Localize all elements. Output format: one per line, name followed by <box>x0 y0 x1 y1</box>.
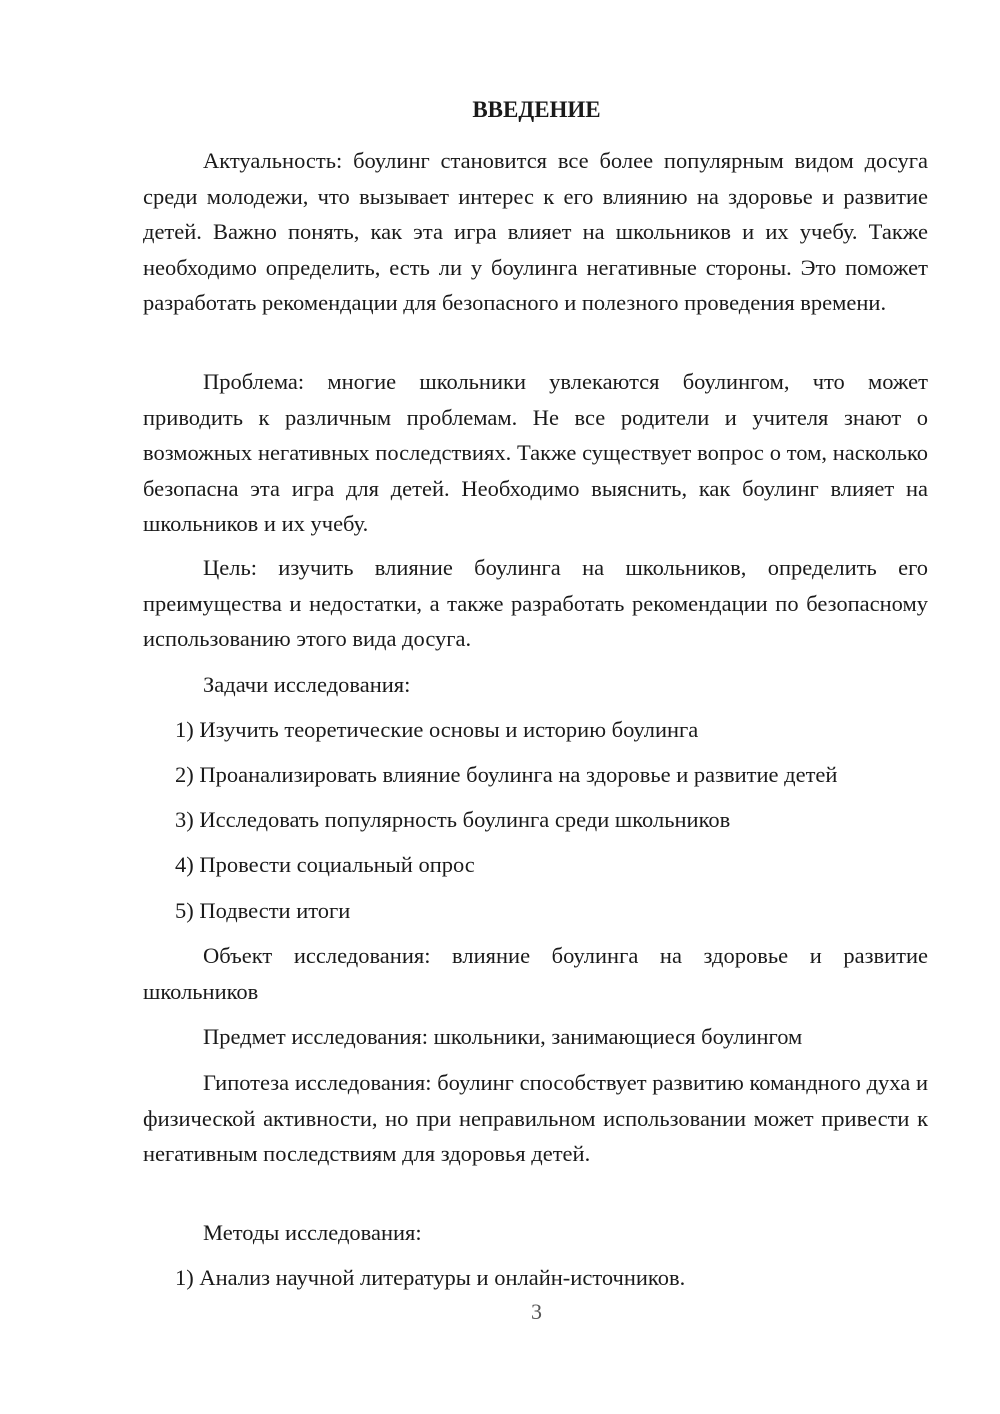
tasks-heading: Задачи исследования: <box>203 672 411 697</box>
subject-paragraph: Предмет исследования: школьники, занимающиеся боулингом <box>203 1024 803 1049</box>
task-item-4: 4) Провести социальный опрос <box>175 852 475 877</box>
hypothesis-paragraph: Гипотеза исследования: боулинг способствует развитию командного духа и физической активности, но при неправильном использовании может привести к негативным последствиям для здоровья детей. <box>143 1070 928 1166</box>
object-paragraph: Объект исследования: влияние боулинга на здоровье и развитие школьников <box>143 943 928 1004</box>
problem-paragraph: Проблема: многие школьники увлекаются боулингом, что может приводить к различным проблемам. Не все родители и учителя знают о возможных негативных последствиях. Также существует вопрос о том, насколько безопасна эта игра для детей. Необходимо выяснить, как боулинг влияет на школьников и их учебу. <box>143 369 928 536</box>
goal-paragraph: Цель: изучить влияние боулинга на школьников, определить его преимущества и недостатки, а также разработать рекомендации по безопасному использованию этого вида досуга. <box>143 555 928 651</box>
method-item-1: 1) Анализ научной литературы и онлайн-источников. <box>175 1265 686 1290</box>
relevance-paragraph: Актуальность: боулинг становится все более популярным видом досуга среди молодежи, что вызывает интерес к его влиянию на здоровье и развитие детей. Важно понять, как эта игра влияет на школьников и их учебу. Также необходимо определить, есть ли у боулинга негативные стороны. Это поможет разработать рекомендации для безопасного и полезного проведения времени. <box>143 148 928 315</box>
task-item-3: 3) Исследовать популярность боулинга среди школьников <box>175 807 731 832</box>
task-item-5: 5) Подвести итоги <box>175 898 351 923</box>
methods-heading: Методы исследования: <box>203 1220 422 1245</box>
task-item-1: 1) Изучить теоретические основы и историю боулинга <box>175 717 699 742</box>
page-number: 3 <box>531 1299 542 1324</box>
section-title: ВВЕДЕНИЕ <box>472 97 601 122</box>
task-item-2: 2) Проанализировать влияние боулинга на здоровье и развитие детей <box>175 762 838 787</box>
